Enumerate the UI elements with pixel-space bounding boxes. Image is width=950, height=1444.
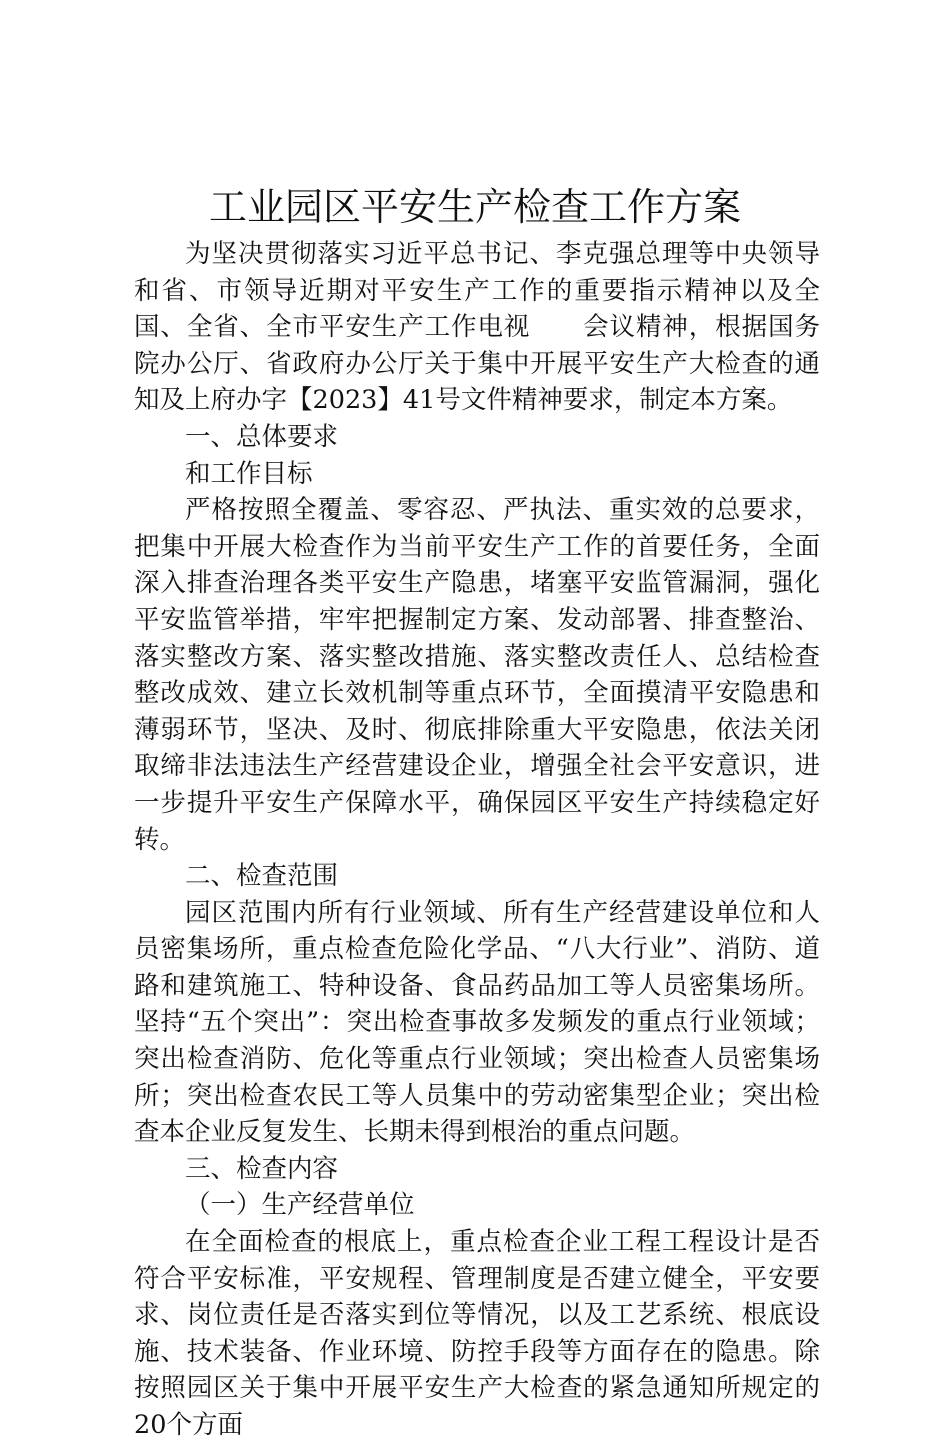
section-heading-inspection-scope: 二、检查范围	[185, 861, 339, 892]
section-heading-inspection-content: 三、检查内容	[185, 1153, 339, 1184]
intro-paragraph: 为坚决贯彻落实习近平总书记、李克强总理等中央领导和省、市领导近期对平安生产工作的重要指示精神以及全国、全省、全市平安生产工作电视 会议精神，根据国务院办公厅、省政府办公厅关于集中开展平安生产大检查的通知及上府办字【2023】41号文件精神要求，制定本方案。	[134, 239, 820, 416]
scope-paragraph: 园区范围内所有行业领域、所有生产经营建设单位和人员密集场所，重点检查危险化学品、“八大行业”、消防、道路和建筑施工、特种设备、食品药品加工等人员密集场所。坚持“五个突出”：突出检查事故多发频发的重点行业领域；突出检查消防、危化等重点行业领域；突出检查人员密集场所；突出检查农民工等人员集中的劳动密集型企业；突出检查本企业反复发生、长期未得到根治的重点问题。	[134, 897, 820, 1148]
document-title: 工业园区平安生产检查工作方案	[208, 185, 741, 229]
document-body	[134, 236, 820, 1444]
section-heading-overall-requirements: 一、总体要求	[185, 421, 339, 452]
content-paragraph: 在全面检查的根底上，重点检查企业工程工程设计是否符合平安标准，平安规程、管理制度是否建立健全，平安要求、岗位责任是否落实到位等情况，以及工艺系统、根底设施、技术装备、作业环境、防控手段等方面存在的隐患。除按照园区关于集中开展平安生产大检查的紧急通知所规定的20个方面	[134, 1227, 820, 1440]
section-heading-work-goals: 和工作目标	[185, 458, 313, 489]
subsection-heading-production-units: （一）生产经营单位	[185, 1190, 415, 1221]
requirements-paragraph: 严格按照全覆盖、零容忍、严执法、重实效的总要求，把集中开展大检查作为当前平安生产工作的首要任务，全面深入排查治理各类平安生产隐患，堵塞平安监管漏洞，强化平安监管举措，牢牢把握制定方案、发动部署、排查整治、落实整改方案、落实整改措施、落实整改责任人、总结检查整改成效、建立长效机制等重点环节，全面摸清平安隐患和薄弱环节，坚决、及时、彻底排除重大平安隐患，依法关闭取缔非法违法生产经营建设企业，增强全社会平安意识，进一步提升平安生产保障水平，确保园区平安生产持续稳定好转。	[134, 495, 820, 855]
